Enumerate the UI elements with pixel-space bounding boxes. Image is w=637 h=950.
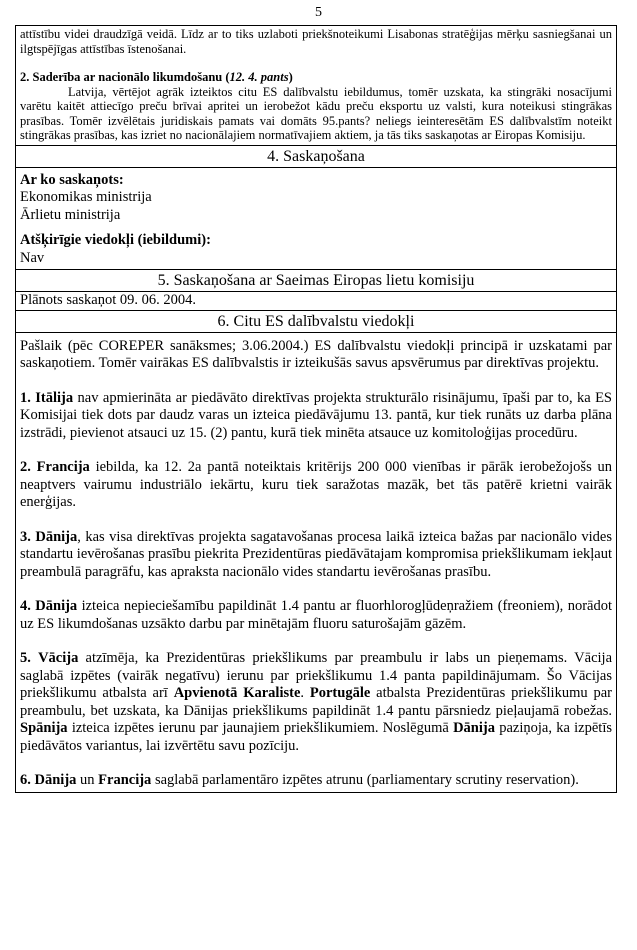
section-6-title: 6. Citu ES dalībvalstu viedokļi	[16, 311, 616, 333]
agreed-item: Ekonomikas ministrija	[20, 189, 152, 205]
opinion-item: 1. Itālija nav apmierināta ar piedāvāto direktīvas projekta strukturālo risinājumu, īpaši par to, ka ES Komisijai tiek dots par daudz varas un izteica piedāvājumu 13. pantā, kur tiek runāts uz darba plāna izstrādi, pievienot atsauci uz 15. (2) pantu, kurā tiek minēta atsauce uz komitoloģijas procedūru.	[20, 389, 612, 441]
sustainability-paragraph: attīstību videi draudzīgā veidā. Līdz ar to tiks uzlaboti priekšnoteikumi Lisabonas stratēģijas mērķu sasniegšanai un ilgtspējīgas attīstības īstenošanai.	[20, 27, 612, 56]
opinion-item: 5. Vācija atzīmēja, ka Prezidentūras priekšlikums par preambulu ir labs un pieņemams. Vācija saglabā izpētes (vairāk negatīvu) ierunu par priekšlikumu 1.4 panta papildinājumam. Šo Vācijas priekšlikumu atbalsta arī Apvienotā Karaliste. Portugāle atbalsta Prezidentūras priekšlikumu par preambulu, bet uzskata, ka Dānijas priekšlikums papildināt 1.4 pantu pārsniedz pieļaujamā robežas. Spānija izteica izpētes ierunu par jaunajiem priekšlikumiem. Noslēgumā Dānija paziņoja, ka izpētīs piedāvātos variantus, lai izvērtētu savu pozīciju.	[20, 650, 613, 754]
agreed-with-label: Ar ko saskaņots:	[20, 171, 124, 188]
section-4-title: 4. Saskaņošana	[16, 146, 616, 168]
legal-basis-section	[16, 26, 616, 146]
opinion-item: 6. Dānija un Francija saglabā parlamentāro izpētes atrunu (parliamentary scrutiny reservation).	[20, 772, 579, 788]
document-table	[15, 25, 617, 793]
compatibility-heading: 2. Saderība ar nacionālo likumdošanu (12. 4. pants)	[20, 70, 293, 84]
page-number: 5	[315, 5, 322, 20]
opinion-item: 3. Dānija, kas visa direktīvas projekta sagatavošanas procesa laikā izteica bažas par nacionālo vides standartu ievērošanas prasību piekrita Prezidentūras piedāvātajam kompromisa priekšlikumam iekļaut preambulā paragrāfu, kas apraksta nacionālo vides standartu ievērošanas prasību.	[20, 528, 613, 580]
dissent-value: Nav	[20, 249, 45, 266]
opinion-item: 4. Dānija izteica nepieciešamību papildināt 1.4 pantu ar fluorhlorogļūdeņražiem (freoniem), norādot uz ES likumdošanas uzsākto darbu par minētajām fluoru saturošajām gāzēm.	[20, 598, 613, 632]
agreed-item: Ārlietu ministrija	[20, 206, 121, 223]
section-5-title: 5. Saskaņošana ar Saeimas Eiropas lietu komisiju	[16, 270, 616, 292]
compatibility-paragraph: Latvija, vērtējot agrāk izteiktos citu ES dalībvalstu iebildumus, tomēr uzskata, ka stingrāki nosacījumi varētu kaitēt attiecīgo preču brīvai apritei un ierobežot kādu preču eksportu uz valsti, kura noteikusi stingrākas prasības. Tomēr izvēlētais juridiskais pamats vai domāts 95.pants? neliegs ieinteresētām ES dalībvalstīm noteikt stingrākas prasības, kas izriet no nacionālajiem normatīvajiem aktiem, ja tās tiks saskaņotas ar Eiropas Komisiju.	[20, 84, 612, 142]
intro-paragraph: Pašlaik (pēc COREPER sanāksmes; 3.06.2004.) ES dalībvalstu viedokļi principā ir uzskatami par saskaņotiem. Tomēr vairākas ES dalībvalstis ir izteikušās savus apsvērumus par direktīvas projektu.	[20, 337, 612, 371]
member-states-section	[16, 333, 616, 792]
saeima-section: Plānots saskaņot 09. 06. 2004.	[16, 292, 616, 311]
opinion-item: 2. Francija iebilda, ka 12. 2a pantā noteiktais kritērijs 200 000 vienības ir pārāk ierobežojošs un neaptvers vairumu industriālo iekārtu, kuru tiek saražotas mazāk, bet tās patērē krietni vairāk enerģijas.	[20, 459, 612, 510]
coordination-section	[16, 168, 616, 271]
dissent-label: Atšķirīgie viedokļi (iebildumi):	[20, 232, 211, 248]
